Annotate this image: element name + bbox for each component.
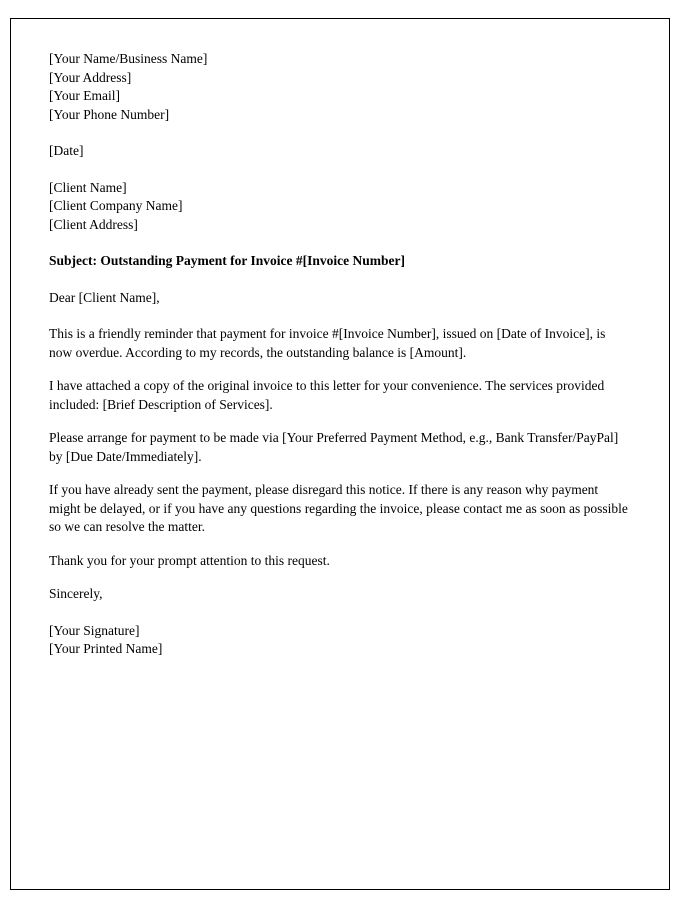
sender-name-line: [Your Name/Business Name]: [49, 51, 208, 66]
salutation-line: Dear [Client Name],: [49, 289, 160, 305]
client-company-line: [Client Company Name]: [49, 198, 183, 213]
client-address-line: [Client Address]: [49, 216, 138, 232]
date-line: [Date]: [49, 143, 84, 158]
paragraph-invoice-attached: I have attached a copy of the original invoice to this letter for your convenience. The services provided included: [Brief Description of Services].: [49, 378, 605, 412]
sender-address-line: [Your Address]: [49, 69, 132, 85]
sender-email-line: [Your Email]: [49, 88, 121, 103]
paragraph-payment-method: Please arrange for payment to be made via [Your Preferred Payment Method, e.g., Bank Transfer/PayPal] by [Due Date/Immediately].: [49, 430, 619, 464]
signature-line: [Your Signature]: [49, 622, 140, 638]
date-block: [49, 142, 629, 161]
letter-body: [11, 19, 669, 659]
printed-name-line: [Your Printed Name]: [49, 641, 163, 656]
client-name-line: [Client Name]: [49, 179, 127, 195]
paragraph-disregard-notice: If you have already sent the payment, please disregard this notice. If there is any reason why payment might be delayed, or if you have any questions regarding the invoice, please contact me as soon as possible so we can resolve the matter.: [49, 482, 628, 534]
signature-block: [49, 622, 629, 659]
client-block: [49, 179, 629, 235]
subject-line: Subject: Outstanding Payment for Invoice #[Invoice Number]: [49, 253, 405, 268]
paragraph-overdue-reminder: This is a friendly reminder that payment for invoice #[Invoice Number], issued on [Date of Invoice], is now overdue. According to my records, the outstanding balance is [Amount].: [49, 326, 606, 360]
letter-page: [10, 18, 670, 890]
closing-line: Sincerely,: [49, 586, 103, 601]
sender-block: [49, 50, 629, 124]
sender-phone-line: [Your Phone Number]: [49, 106, 170, 122]
paragraph-thank-you: Thank you for your prompt attention to this request.: [49, 552, 330, 568]
